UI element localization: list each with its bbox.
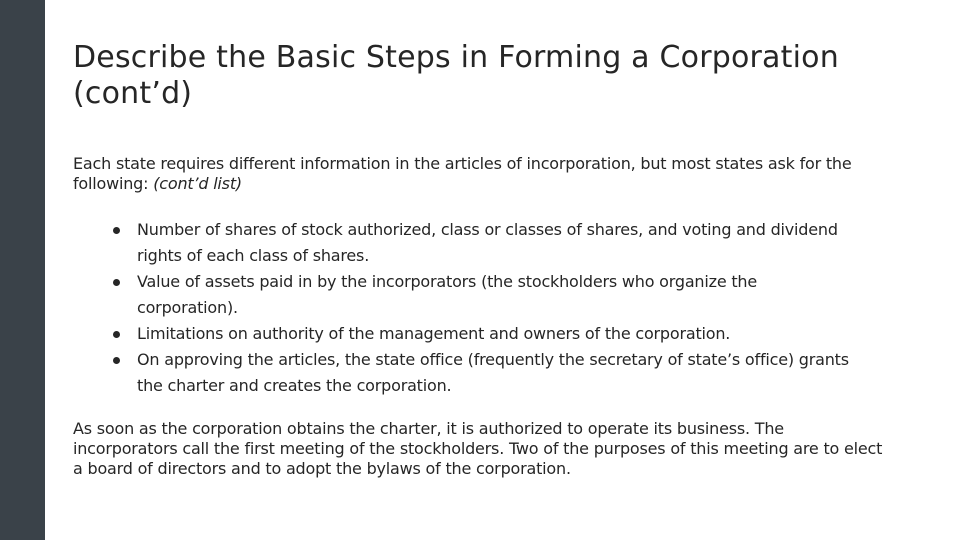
- slide-content: [73, 40, 893, 495]
- bullet-text: On approving the articles, the state office (frequently the secretary of state’s office) grants the charter and creates the corporation.: [137, 350, 849, 395]
- bullet-item-shares: [73, 217, 857, 269]
- intro-text: Each state requires different information in the articles of incorporation, but most states ask for the following:: [73, 154, 852, 193]
- closing-paragraph: As soon as the corporation obtains the charter, it is authorized to operate its business. The incorporators call the first meeting of the stockholders. Two of the purposes of this meeting are to elect a board of directors and to adopt the bylaws of the corporation.: [73, 419, 883, 478]
- bullet-item-limitations: [73, 321, 857, 347]
- bullet-dot-icon: [113, 331, 120, 338]
- bullet-dot-icon: [113, 227, 120, 234]
- left-accent-bar: [0, 0, 45, 540]
- bullet-item-assets: [73, 269, 857, 321]
- bullet-dot-icon: [113, 357, 120, 364]
- bullet-dot-icon: [113, 279, 120, 286]
- bullet-text: Number of shares of stock authorized, class or classes of shares, and voting and dividend rights of each class of shares.: [137, 220, 838, 265]
- bullet-text: Value of assets paid in by the incorporators (the stockholders who organize the corporation).: [137, 272, 758, 317]
- slide-title: Describe the Basic Steps in Forming a Corporation (cont’d): [73, 40, 839, 111]
- intro-paragraph: [73, 154, 893, 194]
- intro-italic-note: (cont’d list): [153, 174, 242, 193]
- bullet-item-charter: [73, 347, 857, 399]
- bullet-list: [73, 217, 893, 399]
- bullet-text: Limitations on authority of the management and owners of the corporation.: [137, 324, 731, 343]
